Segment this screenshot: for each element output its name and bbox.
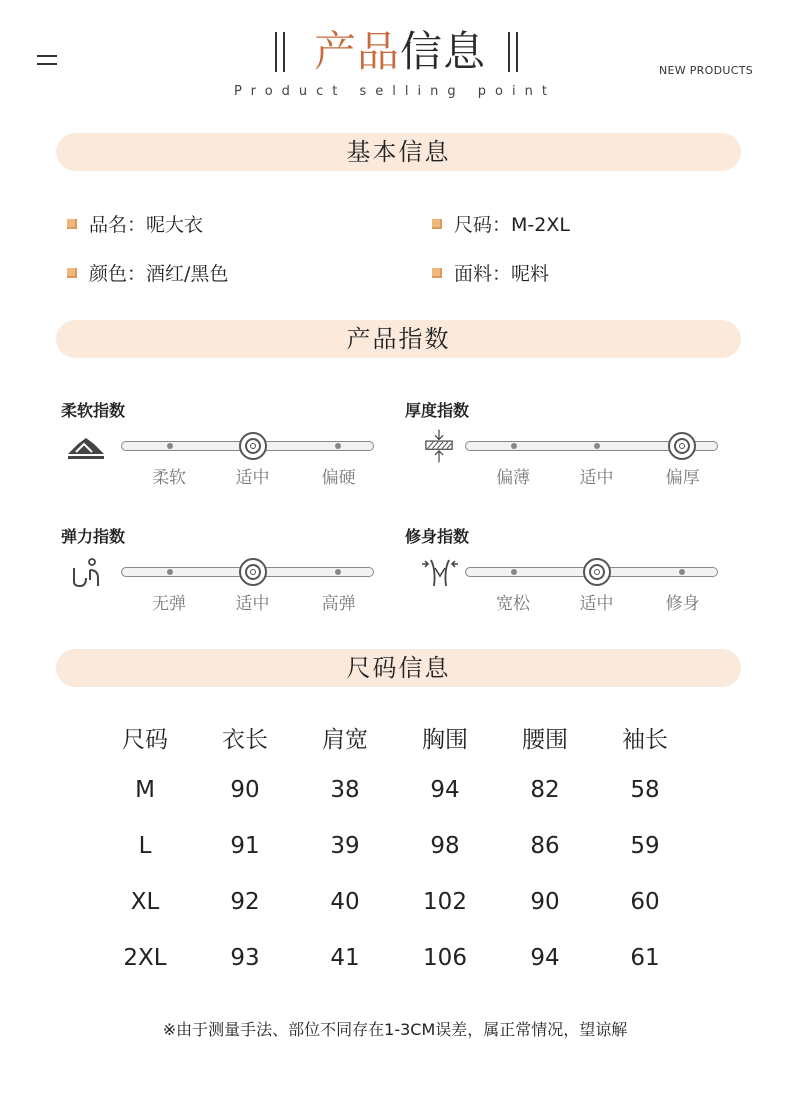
table-cell: 94 (430, 777, 460, 803)
page-title-rest: 信息 (400, 27, 487, 76)
info-item-name-text: 品名：呢大衣 (89, 214, 204, 236)
bullet-icon (432, 219, 442, 229)
table-cell: 94 (530, 945, 560, 971)
table-cell: 38 (330, 777, 360, 803)
info-item-fabric (432, 259, 549, 286)
table-cell: 41 (330, 945, 360, 971)
table-row (95, 874, 695, 930)
section-banner-index: 产品指数 (56, 320, 741, 358)
slider-tick (335, 443, 341, 449)
slider-tick (511, 569, 517, 575)
size-table-header: 袖长 (622, 726, 668, 753)
table-cell: M (135, 777, 155, 803)
size-table-header: 肩宽 (322, 726, 368, 753)
table-cell: 106 (423, 945, 467, 971)
table-cell: 90 (530, 889, 560, 915)
slider-softness (121, 441, 374, 451)
table-cell: 2XL (123, 945, 167, 971)
slider-tick (335, 569, 341, 575)
info-item-color-text: 颜色：酒红/黑色 (89, 263, 229, 285)
table-cell: 59 (630, 833, 660, 859)
slider-tick-label: 无弹 (152, 594, 187, 614)
slider-knob (239, 432, 267, 460)
softness-icon (66, 430, 106, 466)
section-banner-basic: 基本信息 (56, 133, 741, 171)
slider-tick (594, 443, 600, 449)
elasticity-icon (68, 556, 108, 592)
measurement-note: ※由于测量手法、部位不同存在1-3CM误差，属正常情况，望谅解 (162, 1020, 628, 1039)
table-cell: 58 (630, 777, 660, 803)
slider-tick-label: 适中 (235, 468, 270, 488)
slider-tick-label: 高弹 (321, 594, 356, 614)
index-title-thickness: 厚度指数 (405, 401, 470, 420)
table-cell: 102 (423, 889, 467, 915)
table-cell: 98 (430, 833, 460, 859)
table-row (95, 818, 695, 874)
slider-tick-label: 偏薄 (496, 468, 531, 488)
slider-knob (668, 432, 696, 460)
table-cell: 91 (230, 833, 260, 859)
size-table-header: 衣长 (222, 726, 268, 753)
index-title-softness: 柔软指数 (61, 401, 126, 420)
info-item-fabric-text: 面料：呢料 (454, 263, 550, 285)
table-cell: 82 (530, 777, 560, 803)
info-item-color (67, 259, 228, 286)
slider-knob (583, 558, 611, 586)
size-table-header: 腰围 (522, 726, 568, 753)
slider-tick-label: 宽松 (496, 594, 531, 614)
thickness-icon (419, 428, 459, 464)
table-cell: 60 (630, 889, 660, 915)
slider-tick-label: 柔软 (152, 468, 187, 488)
table-cell: 92 (230, 889, 260, 915)
table-row (95, 762, 695, 818)
slider-tick-label: 适中 (579, 468, 614, 488)
table-cell: XL (130, 889, 160, 915)
slider-knob (239, 558, 267, 586)
table-cell: 93 (230, 945, 260, 971)
page-title-accent: 产品 (313, 27, 400, 76)
table-cell: 39 (330, 833, 360, 859)
slider-tick (679, 569, 685, 575)
section-banner-size: 尺码信息 (56, 649, 741, 687)
slider-tick (167, 569, 173, 575)
size-table-header: 胸围 (422, 726, 468, 753)
table-cell: 40 (330, 889, 360, 915)
size-table-header-row (95, 712, 695, 762)
bullet-icon (67, 268, 77, 278)
page-title (305, 28, 495, 76)
size-table (95, 712, 695, 986)
title-bars-right-icon (508, 32, 520, 72)
slider-tick-label: 修身 (665, 594, 700, 614)
new-products-tag: NEW PRODUCTS (659, 64, 753, 77)
size-table-header: 尺码 (122, 726, 168, 753)
table-row (95, 930, 695, 986)
slider-fit (465, 567, 718, 577)
index-title-elasticity: 弹力指数 (61, 527, 126, 546)
table-cell: 90 (230, 777, 260, 803)
slider-tick (167, 443, 173, 449)
bullet-icon (67, 219, 77, 229)
slider-tick-label: 适中 (235, 594, 270, 614)
slider-tick-label: 偏硬 (321, 468, 356, 488)
table-cell: 61 (630, 945, 660, 971)
fit-icon (420, 556, 460, 592)
table-cell: L (138, 833, 152, 859)
title-bars-left-icon (275, 32, 287, 72)
slider-tick-label: 偏厚 (665, 468, 700, 488)
info-item-name (67, 210, 203, 237)
slider-thickness (465, 441, 718, 451)
page-subtitle: Product selling point (234, 84, 556, 99)
table-cell: 86 (530, 833, 560, 859)
index-title-fit: 修身指数 (405, 527, 470, 546)
slider-elasticity (121, 567, 374, 577)
slider-tick (511, 443, 517, 449)
info-item-size-text: 尺码：M-2XL (454, 214, 570, 236)
bullet-icon (432, 268, 442, 278)
info-item-size (432, 210, 570, 237)
slider-tick-label: 适中 (579, 594, 614, 614)
